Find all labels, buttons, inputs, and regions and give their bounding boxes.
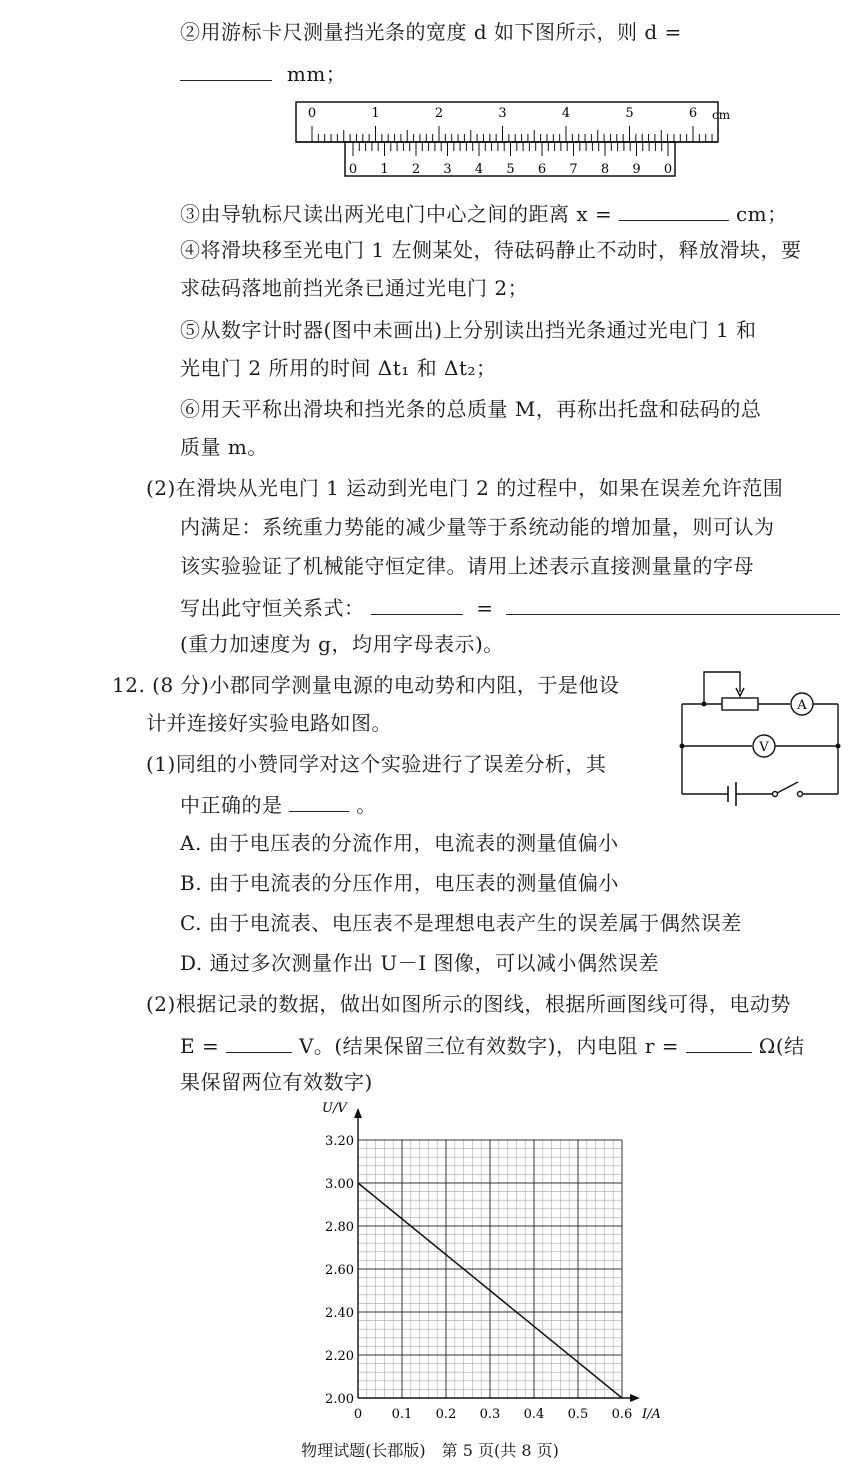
answer-blank-d[interactable] [180, 58, 272, 81]
q12-line1: 12. (8 分)小郡同学测量电源的电动势和内阻，于是他设 [112, 673, 620, 697]
step2-line2: mm； [180, 58, 346, 88]
option-c: C. 由于电流表、电压表不是理想电表产生的误差属于偶然误差 [180, 911, 742, 935]
q12-part2-line1: (2)根据记录的数据，做出如图所示的图线，根据所画图线可得，电动势 [146, 992, 791, 1016]
q12-part1-line1: (1)同组的小赞同学对这个实验进行了误差分析，其 [146, 752, 607, 776]
x-tick-label: 0.6 [611, 1407, 633, 1422]
part2-line2: 内满足：系统重力势能的减少量等于系统动能的增加量，则可认为 [180, 515, 775, 539]
q12-part2-line3: 果保留两位有效数字) [180, 1070, 373, 1094]
caliper-vernier-label: 7 [569, 162, 578, 177]
caliper-main-label: 4 [561, 106, 571, 121]
answer-blank-emf[interactable] [226, 1030, 292, 1053]
x-tick-label: 0.4 [523, 1407, 545, 1422]
caliper-main-label: 3 [498, 106, 507, 121]
y-tick-label: 3.20 [325, 1134, 354, 1149]
answer-blank-lhs[interactable] [371, 592, 463, 615]
circuit-diagram [676, 664, 844, 810]
y-tick-label: 2.00 [325, 1392, 354, 1407]
part2-line3: 该实验验证了机械能守恒定律。请用上述表示直接测量量的字母 [180, 554, 754, 578]
step3-line: ③由导轨标尺读出两光电门中心之间的距离 x = cm； [180, 198, 788, 228]
caliper-main-label: 0 [307, 106, 317, 121]
y-axis-arrow [354, 1108, 362, 1118]
y-tick-label: 2.80 [325, 1220, 354, 1235]
y-tick-label: 2.40 [325, 1306, 354, 1321]
x-tick-label: 0.5 [567, 1407, 589, 1422]
step4-line2: 求砝码落地前挡光条已通过光电门 2； [180, 276, 529, 300]
x-axis-label: I/A [642, 1407, 661, 1422]
caliper-vernier-label: 9 [632, 162, 641, 177]
caliper-main-label: 6 [688, 106, 698, 121]
caliper-vernier-label: 0 [348, 162, 358, 177]
part2-line1: (2)在滑块从光电门 1 运动到光电门 2 的过程中，如果在误差允许范围 [146, 476, 784, 500]
option-a: A. 由于电压表的分流作用，电流表的测量值偏小 [180, 831, 619, 855]
step4-line1: ④将滑块移至光电门 1 左侧某处，待砝码静止不动时，释放滑块，要 [180, 238, 802, 262]
step6-line1: ⑥用天平称出滑块和挡光条的总质量 M，再称出托盘和砝码的总 [180, 397, 762, 421]
caliper-vernier-label: 8 [600, 162, 610, 177]
caliper-vernier-label: 5 [506, 162, 515, 177]
caliper-main-label: 1 [371, 106, 380, 121]
step2-line1: ②用游标卡尺测量挡光条的宽度 d 如下图所示，则 d = [180, 20, 682, 44]
option-d: D. 通过多次测量作出 U－I 图像，可以减小偶然误差 [180, 951, 660, 975]
caliper-vernier-label: 2 [411, 162, 421, 177]
x-tick-label: 0.2 [435, 1407, 457, 1422]
caliper-vernier-label: 0 [663, 162, 673, 177]
y-tick-label: 2.20 [325, 1349, 354, 1364]
ammeter-label: A [797, 698, 807, 713]
caliper-main-label: 2 [434, 106, 444, 121]
option-b: B. 由于电流表的分压作用，电压表的测量值偏小 [180, 871, 619, 895]
x-tick-label: 0 [353, 1407, 363, 1422]
caliper-main-unit: cm [712, 108, 730, 122]
caliper-vernier-label: 1 [380, 162, 389, 177]
y-tick-label: 2.60 [325, 1263, 354, 1278]
u-i-chart [300, 1098, 680, 1430]
step6-line2: 质量 m。 [180, 435, 268, 459]
x-axis-arrow [630, 1394, 640, 1402]
voltmeter-label: V [759, 740, 769, 755]
step5-line1: ⑤从数字计时器(图中未画出)上分别读出挡光条通过光电门 1 和 [180, 318, 757, 342]
caliper-vernier-label: 4 [474, 162, 484, 177]
y-tick-label: 3.00 [325, 1177, 354, 1192]
caliper-main-label: 5 [625, 106, 634, 121]
answer-blank-x[interactable] [619, 198, 729, 221]
answer-blank-rhs[interactable] [506, 592, 840, 615]
part2-line4: 写出此守恒关系式： = [180, 592, 840, 622]
caliper-vernier-label: 6 [537, 162, 547, 177]
q12-part2-line2: E = V。(结果保留三位有效数字)，内电阻 r = Ω(结 [180, 1030, 805, 1060]
q12-line2: 计并连接好实验电路如图。 [146, 711, 392, 735]
page-footer: 物理试题(长郡版) 第 5 页(共 8 页) [301, 1441, 559, 1460]
caliper-vernier-label: 3 [443, 162, 452, 177]
x-tick-label: 0.1 [391, 1407, 413, 1422]
answer-blank-choice[interactable] [289, 789, 349, 812]
step5-line2: 光电门 2 所用的时间 Δt₁ 和 Δt₂； [180, 356, 497, 380]
answer-blank-resistance[interactable] [686, 1030, 752, 1053]
x-tick-label: 0.3 [479, 1407, 501, 1422]
vernier-caliper [290, 100, 730, 182]
y-axis-label: U/V [322, 1101, 347, 1116]
part2-line5: (重力加速度为 g，均用字母表示)。 [180, 632, 504, 656]
q12-part1-line2: 中正确的是 。 [180, 789, 377, 819]
